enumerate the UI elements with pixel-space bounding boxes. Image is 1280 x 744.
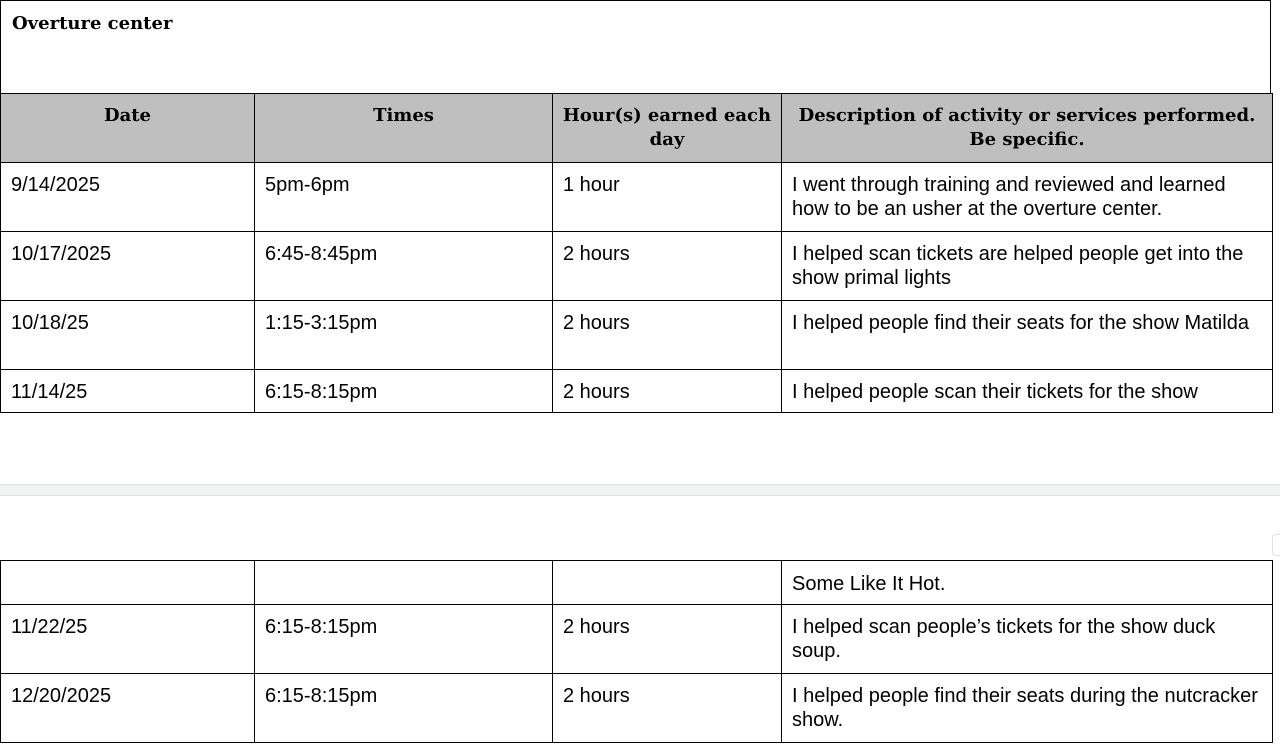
cell-hours: 2 hours <box>553 232 782 301</box>
cell-hours: 2 hours <box>553 301 782 370</box>
table-row <box>1 561 1273 605</box>
cell-description: I helped scan tickets are helped people get into the show primal lights <box>782 232 1273 301</box>
cell-times <box>255 561 553 605</box>
column-header-hours: Hour(s) earned each day <box>553 94 782 163</box>
table-header-row <box>1 94 1273 163</box>
cell-date: 10/17/2025 <box>1 232 255 301</box>
cell-times: 6:15-8:15pm <box>255 370 553 413</box>
table-row <box>1 674 1273 743</box>
column-header-date: Date <box>1 94 255 163</box>
cell-hours: 1 hour <box>553 163 782 232</box>
table-row <box>1 163 1273 232</box>
cell-times: 6:15-8:15pm <box>255 605 553 674</box>
cell-times: 6:15-8:15pm <box>255 674 553 743</box>
column-header-times: Times <box>255 94 553 163</box>
table-row <box>1 370 1273 413</box>
cell-description: Some Like It Hot. <box>782 561 1273 605</box>
cell-hours <box>553 561 782 605</box>
organization-box <box>0 0 1271 93</box>
cell-description: I helped scan people’s tickets for the show duck soup. <box>782 605 1273 674</box>
table-row <box>1 605 1273 674</box>
cell-date: 9/14/2025 <box>1 163 255 232</box>
cell-description: I helped people find their seats during the nutcracker show. <box>782 674 1273 743</box>
organization-name: Overture center <box>12 13 173 34</box>
cell-hours: 2 hours <box>553 370 782 413</box>
cell-date: 11/22/25 <box>1 605 255 674</box>
cell-times: 1:15-3:15pm <box>255 301 553 370</box>
cell-description: I helped people scan their tickets for the show <box>782 370 1273 413</box>
cell-date: 11/14/25 <box>1 370 255 413</box>
cell-date: 10/18/25 <box>1 301 255 370</box>
column-header-description: Description of activity or services performed. Be specific. <box>782 94 1273 163</box>
table-row <box>1 232 1273 301</box>
volunteer-hours-table <box>0 93 1273 413</box>
cell-times: 5pm-6pm <box>255 163 553 232</box>
page-break-separator <box>0 484 1280 496</box>
page-edge-handle <box>1272 534 1280 556</box>
volunteer-hours-table-continued <box>0 560 1273 743</box>
cell-description: I went through training and reviewed and learned how to be an usher at the overture center. <box>782 163 1273 232</box>
cell-description: I helped people find their seats for the show Matilda <box>782 301 1273 370</box>
cell-times: 6:45-8:45pm <box>255 232 553 301</box>
cell-hours: 2 hours <box>553 605 782 674</box>
cell-hours: 2 hours <box>553 674 782 743</box>
table-row <box>1 301 1273 370</box>
cell-date <box>1 561 255 605</box>
cell-date: 12/20/2025 <box>1 674 255 743</box>
